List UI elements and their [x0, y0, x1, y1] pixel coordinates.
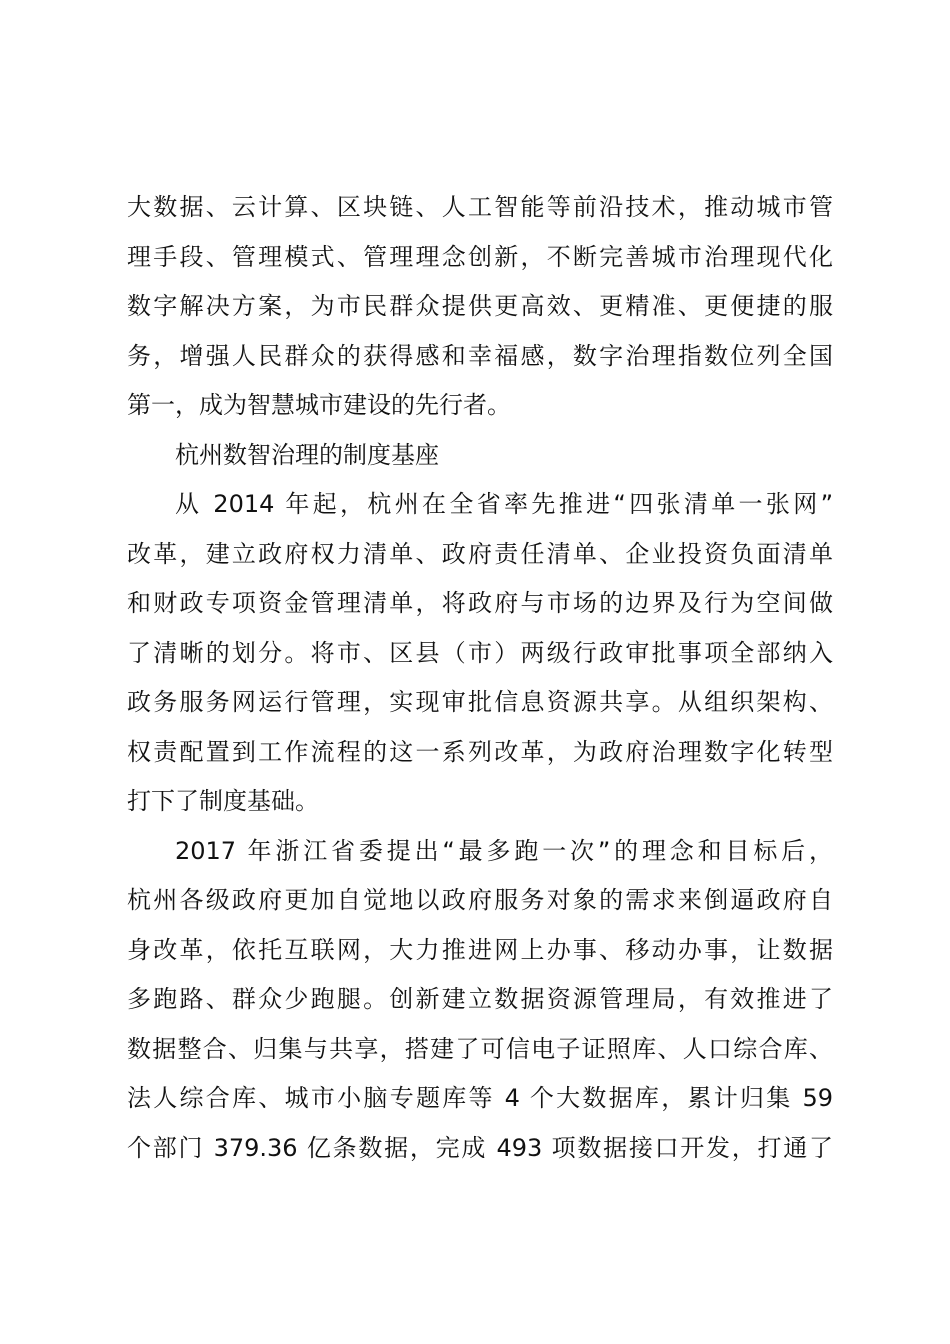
text-line: 从 2014 年起，杭州在全省率先推进“四张清单一张网”: [175, 490, 833, 518]
text-line: 多跑路、群众少跑腿。创新建立数据资源管理局，有效推进了: [127, 985, 833, 1013]
text-line: 政务服务网运行管理，实现审批信息资源共享。从组织架构、: [127, 688, 833, 716]
text-line: 改革，建立政府权力清单、政府责任清单、企业投资负面清单: [127, 539, 833, 568]
text-line: 数字解决方案，为市民群众提供更高效、更精准、更便捷的服: [127, 292, 833, 320]
text-line: 和财政专项资金管理清单，将政府与市场的边界及行为空间做: [127, 589, 833, 617]
paragraph-2: [127, 480, 833, 827]
text-line: 了清晰的划分。将市、区县（市）两级行政审批事项全部纳入: [127, 638, 833, 667]
text-line: 权责配置到工作流程的这一系列改革，为政府治理数字化转型: [127, 737, 833, 766]
paragraph-3: [127, 827, 833, 1174]
text-line: 第一，成为智慧城市建设的先行者。: [127, 391, 511, 419]
text-line: 打下了制度基础。: [127, 787, 319, 815]
text-line: 个部门 379.36 亿条数据，完成 493 项数据接口开发，打通了: [127, 1133, 833, 1162]
text-line: 杭州各级政府更加自觉地以政府服务对象的需求来倒逼政府自: [127, 886, 833, 914]
section-heading: [127, 431, 833, 481]
text-line: 法人综合库、城市小脑专题库等 4 个大数据库，累计归集 59: [127, 1084, 833, 1112]
text-line: 大数据、云计算、区块链、人工智能等前沿技术，推动城市管: [127, 193, 833, 221]
text-line: 理手段、管理模式、管理理念创新，不断完善城市治理现代化: [127, 242, 833, 271]
text-line: 2017 年浙江省委提出“最多跑一次”的理念和目标后，: [175, 836, 833, 865]
text-line: 务，增强人民群众的获得感和幸福感，数字治理指数位列全国: [127, 341, 833, 370]
paragraph-1: [127, 183, 833, 431]
text-line: 数据整合、归集与共享，搭建了可信电子证照库、人口综合库、: [127, 1034, 833, 1063]
document-body: [127, 183, 833, 1173]
text-line: 身改革，依托互联网，大力推进网上办事、移动办事，让数据: [127, 935, 833, 964]
heading-text: 杭州数智治理的制度基座: [175, 440, 439, 469]
